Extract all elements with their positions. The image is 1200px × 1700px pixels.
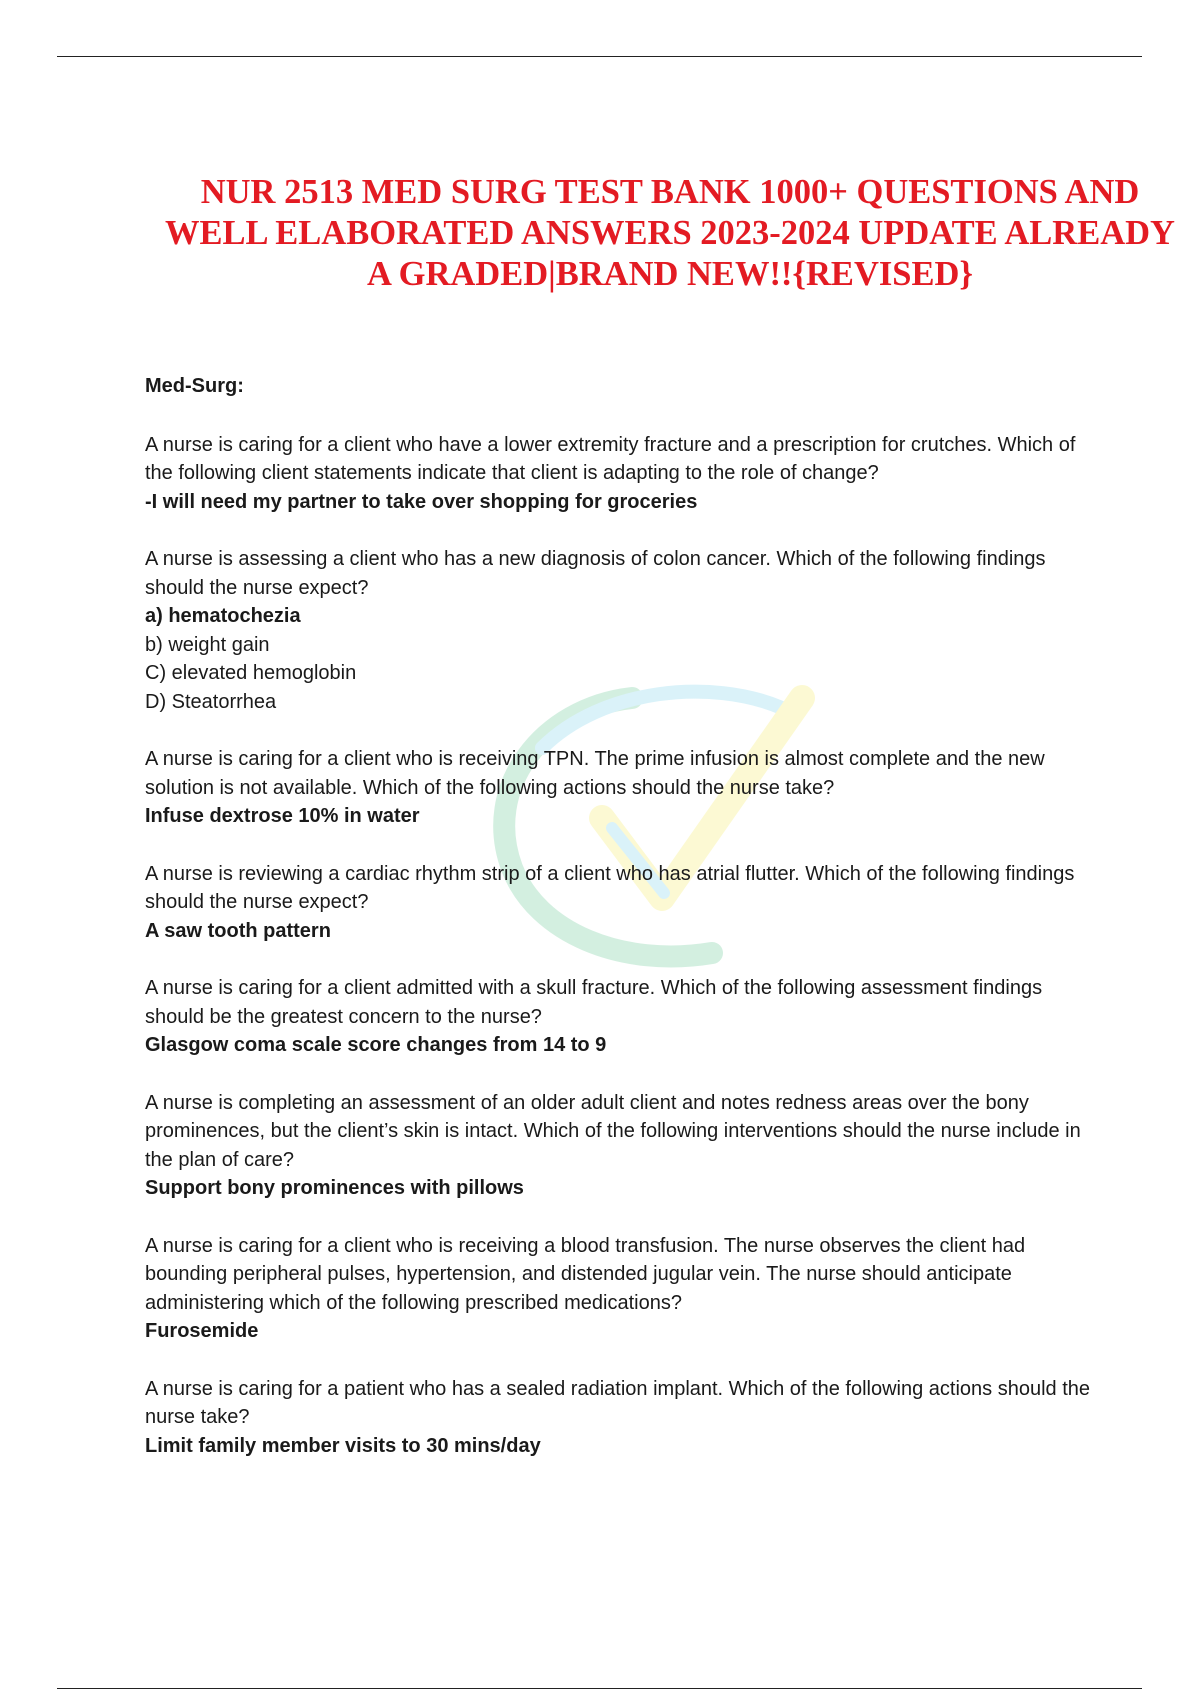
answer-text: A saw tooth pattern xyxy=(145,919,331,942)
question-block-3 xyxy=(145,745,1095,831)
question-block-7 xyxy=(145,1232,1095,1346)
question-text: A nurse is caring for a client who is receiving TPN. The prime infusion is almost complete and the new solution is not available. Which of the following actions should the nurse take? xyxy=(145,748,1045,799)
question-text: A nurse is assessing a client who has a new diagnosis of colon cancer. Which of the following findings should the nurse expect? xyxy=(145,548,1046,599)
question-text: A nurse is caring for a client who have a lower extremity fracture and a prescription for crutches. Which of the following client statements indicate that client is adapting to the role of change? xyxy=(145,433,1076,484)
title-line-1: NUR 2513 MED SURG TEST BANK 1000+ QUESTIONS AND xyxy=(200,173,1140,211)
question-text: A nurse is completing an assessment of an older adult client and notes redness areas over the bony prominences, but the client’s skin is intact. Which of the following interventions should the nurse include in the plan of care? xyxy=(145,1091,1081,1171)
question-block-1 xyxy=(145,431,1095,517)
option-c: C) elevated hemoglobin xyxy=(145,662,357,684)
answer-text: Furosemide xyxy=(145,1320,259,1342)
section-heading: Med-Surg: xyxy=(145,375,244,397)
question-text: A nurse is caring for a client who is receiving a blood transfusion. The nurse observes the client had bounding peripheral pulses, hypertension, and distended jugular vein. The nurse should anticipate administering which of the following prescribed medications? xyxy=(145,1234,1026,1314)
answer-text: Limit family member visits to 30 mins/day xyxy=(145,1434,541,1457)
bottom-rule xyxy=(57,1688,1142,1689)
question-text: A nurse is reviewing a cardiac rhythm strip of a client who has atrial flutter. Which of the following findings should the nurse expect? xyxy=(145,862,1075,913)
answer-text: Support bony prominences with pillows xyxy=(145,1177,524,1199)
option-d: D) Steatorrhea xyxy=(145,690,277,713)
document-title xyxy=(140,172,1200,295)
question-text: A nurse is caring for a client admitted with a skull fracture. Which of the following assessment findings should be the greatest concern to the nurse? xyxy=(145,977,1043,1028)
question-block-4 xyxy=(145,860,1095,946)
question-text: A nurse is caring for a patient who has a sealed radiation implant. Which of the following actions should the nurse take? xyxy=(145,1377,1090,1428)
option-b: b) weight gain xyxy=(145,633,270,656)
answer-text: -I will need my partner to take over shopping for groceries xyxy=(145,490,698,513)
answer-text: Infuse dextrose 10% in water xyxy=(145,805,420,827)
question-block-6 xyxy=(145,1089,1095,1203)
question-block-2 xyxy=(145,545,1095,716)
question-block-8 xyxy=(145,1375,1095,1461)
document-body xyxy=(145,372,1095,1489)
option-a-correct: a) hematochezia xyxy=(145,605,301,627)
title-line-2: WELL ELABORATED ANSWERS 2023-2024 UPDATE ALREADY xyxy=(165,214,1175,252)
top-rule xyxy=(57,56,1142,57)
question-block-5 xyxy=(145,974,1095,1060)
answer-text: Glasgow coma scale score changes from 14 to 9 xyxy=(145,1034,607,1056)
title-line-3: A GRADED|BRAND NEW!!{REVISED} xyxy=(366,255,973,293)
